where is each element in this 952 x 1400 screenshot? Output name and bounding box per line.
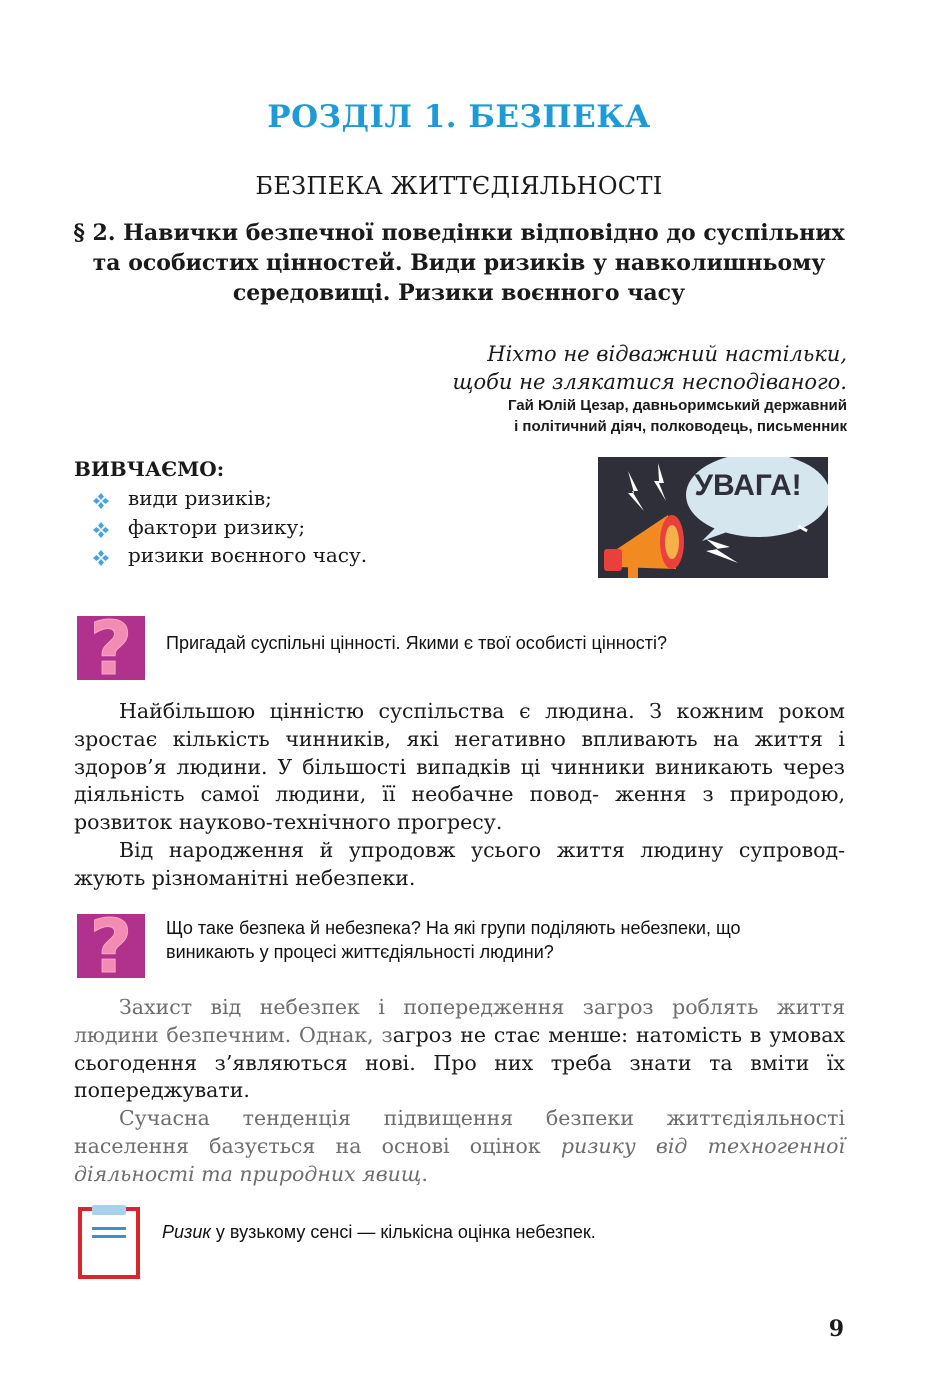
list-item-text: види ризиків; xyxy=(128,486,272,510)
text-paragraph xyxy=(74,837,845,893)
paragraph-title-line: та особистих цінностей. Види ризиків у навколишньому xyxy=(92,250,826,276)
list-item xyxy=(92,484,367,513)
study-list xyxy=(92,484,367,570)
epigraph-author-line: і політичний діяч, полководець, письменник xyxy=(514,418,847,435)
text-line: Сучасна тенденція підвищення безпеки життєдіяльності xyxy=(119,1106,845,1131)
text-line: Захист від небезпек і попередження загроз роблять життя xyxy=(119,995,845,1019)
page-number: 9 xyxy=(828,1316,844,1342)
paragraph-title xyxy=(70,218,848,308)
section-title: БЕЗПЕКА ЖИТТЄДІЯЛЬНОСТІ xyxy=(255,172,663,200)
definition-text xyxy=(162,1222,596,1243)
paragraph-title-line: § 2. Навички безпечної поведінки відповідно до суспільних xyxy=(73,220,845,246)
text-line: людини безпечним. Однак, з xyxy=(74,1022,393,1047)
text-line: умовах сьогодення з’являються нові. Про них треба знати та xyxy=(74,1022,845,1075)
question-text-line: Що таке безпека й небезпека? На які групи поділяють небезпеки, що xyxy=(166,918,741,938)
diamond-bullet-icon xyxy=(92,489,110,507)
alert-illustration xyxy=(598,457,828,578)
text-line: Від народження й упродовж усього життя людину супровод- xyxy=(119,837,845,862)
body-text-block xyxy=(74,698,845,893)
emphasis-text: ризику від техногенної xyxy=(560,1133,845,1158)
epigraph-author-line: Гай Юлій Цезар, давньоримський державний xyxy=(507,397,847,414)
text-paragraph xyxy=(74,698,845,837)
text-line: агроз не стає менше: натомість в xyxy=(392,1022,762,1047)
chapter-title: РОЗДІЛ 1. БЕЗПЕКА xyxy=(267,99,651,135)
epigraph-line: щоби не злякатися несподіваного. xyxy=(452,370,847,394)
text-paragraph xyxy=(74,1105,845,1188)
text-line: населення базується на основі оцінок xyxy=(74,1133,561,1158)
study-title: ВИВЧАЄМО: xyxy=(74,457,225,481)
diamond-bullet-icon xyxy=(92,546,110,564)
list-item-text: ризики воєнного часу. xyxy=(128,543,368,567)
emphasis-text: діяльності та природних явищ xyxy=(74,1161,422,1186)
svg-text:?: ? xyxy=(89,906,133,978)
text-line: виникають через діяльність самої людини, її необачне повод- xyxy=(74,754,845,807)
epigraph-quote xyxy=(452,340,847,396)
list-item xyxy=(92,513,367,542)
text-line: вміти їх попереджувати. xyxy=(74,1050,845,1103)
text-line: життя і здоров’я людини. У більшості випадків ці чинники xyxy=(74,726,845,779)
definition-body: у вузькому сенсі — кількісна оцінка небезпек. xyxy=(210,1222,596,1242)
svg-text:?: ? xyxy=(89,608,133,680)
paragraph-title-line: середовищі. Ризики воєнного часу xyxy=(232,280,686,306)
question-icon xyxy=(77,906,145,978)
text-line: ження з природою, розвиток науково-технічного прогресу. xyxy=(74,782,845,835)
text-line: Найбільшою цінністю суспільства є людина. З кожним xyxy=(119,699,764,723)
question-text: Пригадай суспільні цінності. Якими є твої особисті цінності? xyxy=(166,633,668,653)
definition-term: Ризик xyxy=(162,1222,211,1242)
text-line: жують різноманітні небезпеки. xyxy=(74,865,416,890)
epigraph-author xyxy=(508,395,847,437)
text-line: роком зростає кількість чинників, які негативно впливають на xyxy=(74,699,845,751)
body-text-block xyxy=(74,994,845,1189)
alert-label: УВАГА! xyxy=(694,469,802,502)
question-text xyxy=(166,916,741,964)
text-paragraph xyxy=(74,994,845,1105)
epigraph-line: Ніхто не відважний настільки, xyxy=(487,342,847,366)
clipboard-icon xyxy=(78,1205,140,1279)
question-text-line: виникають у процесі життєдіяльності людини? xyxy=(166,942,554,962)
question-icon xyxy=(77,608,145,680)
list-item-text: фактори ризику; xyxy=(128,514,306,539)
text-line: . xyxy=(421,1161,428,1186)
list-item xyxy=(92,541,367,570)
diamond-bullet-icon xyxy=(92,518,110,536)
